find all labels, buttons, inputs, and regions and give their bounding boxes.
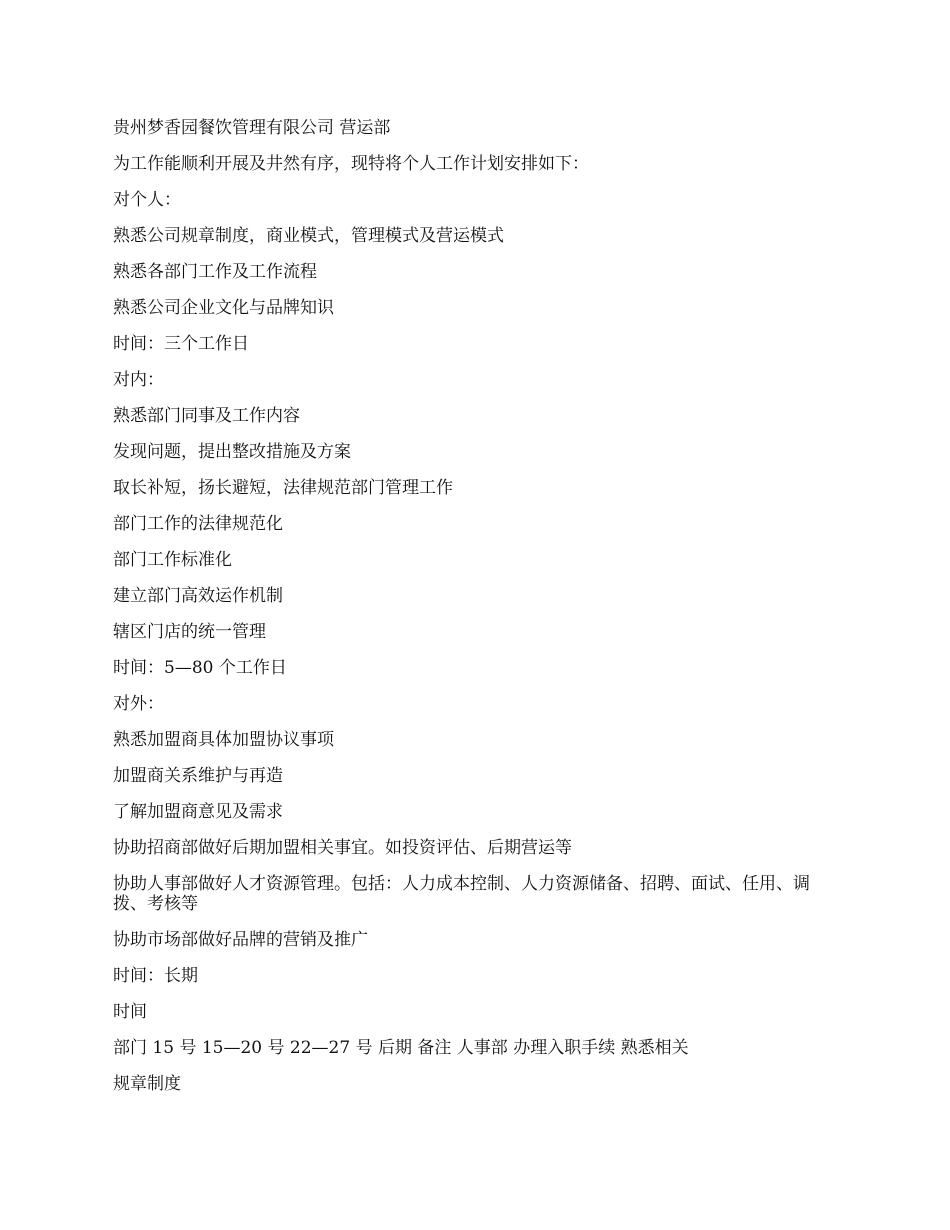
plan-item: 熟悉公司规章制度，商业模式，管理模式及营运模式	[113, 226, 504, 246]
plan-item: 取长补短，扬长避短，法律规范部门管理工作	[113, 478, 453, 498]
plan-item: 部门工作的法律规范化	[113, 514, 283, 534]
time-line-external: 时间：长期	[113, 966, 198, 986]
section-heading-internal: 对内：	[113, 370, 164, 390]
plan-item: 建立部门高效运作机制	[113, 586, 283, 606]
document-body	[113, 118, 833, 1110]
section-heading-personal: 对个人：	[113, 190, 181, 210]
plan-item: 熟悉公司企业文化与品牌知识	[113, 298, 334, 318]
plan-item: 协助市场部做好品牌的营销及推广	[113, 930, 368, 950]
plan-item: 部门工作标准化	[113, 550, 232, 570]
plan-item: 了解加盟商意见及需求	[113, 802, 283, 822]
time-line-personal: 时间：三个工作日	[113, 334, 249, 354]
section-heading-external: 对外：	[113, 694, 164, 714]
plan-item: 加盟商关系维护与再造	[113, 766, 283, 786]
plan-item: 发现问题，提出整改措施及方案	[113, 442, 351, 462]
time-line-internal: 时间：5—80 个工作日	[113, 658, 287, 678]
plan-item: 协助人事部做好人才资源管理。包括：人力成本控制、人力资源储备、招聘、面试、任用、调拨、考核等	[113, 874, 810, 914]
plan-item: 辖区门店的统一管理	[113, 622, 266, 642]
schedule-row-continued: 规章制度	[113, 1074, 181, 1094]
schedule-label: 时间	[113, 1002, 147, 1022]
plan-item: 协助招商部做好后期加盟相关事宜。如投资评估、后期营运等	[113, 838, 572, 858]
schedule-row: 部门 15 号 15—20 号 22—27 号 后期 备注 人事部 办理入职手续 熟悉相关	[113, 1038, 689, 1058]
plan-item: 熟悉各部门工作及工作流程	[113, 262, 317, 282]
plan-item: 熟悉加盟商具体加盟协议事项	[113, 730, 334, 750]
intro-paragraph: 为工作能顺利开展及井然有序，现特将个人工作计划安排如下：	[113, 154, 589, 174]
plan-item: 熟悉部门同事及工作内容	[113, 406, 300, 426]
company-header: 贵州梦香园餐饮管理有限公司 营运部	[113, 118, 391, 138]
